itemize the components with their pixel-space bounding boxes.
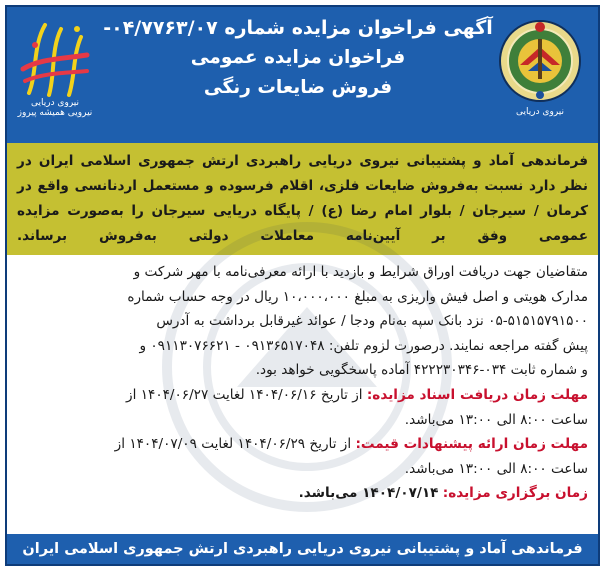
body-line-5: و شماره ثابت ۰۳۴-۴۲۲۲۳۰۳۴۶ آماده پاسخگویی خواهد بود. [255, 362, 588, 379]
bid-deadline-label: مهلت زمان ارائه پیشنهادات قیمت: [355, 436, 588, 453]
document-deadline-hours: ساعت ۸:۰۰ الی ۱۳:۰۰ می‌باشد. [404, 411, 588, 428]
bid-deadline [17, 432, 588, 457]
navy-logo [13, 15, 97, 118]
body-line-1: متقاضیان جهت دریافت اوراق شرایط و بازدید با ارائه معرفی‌نامه با مهر شرکت و [133, 264, 588, 280]
notice-subtitle: فراخوان مزایده عمومی [190, 47, 406, 68]
notice-body [7, 260, 598, 506]
notice-footer: فرماندهی آماد و پشتیبانی نیروی دریایی راهبردی ارتش جمهوری اسلامی ایران [7, 534, 598, 564]
auction-date-label: زمان برگزاری مزایده: [442, 485, 588, 502]
emblem-caption: نیروی دریایی [515, 107, 565, 117]
document-deadline-label: مهلت زمان دریافت اسناد مزایده: [366, 386, 588, 403]
title-block [103, 13, 493, 103]
body-line-3: ۰۵-۵۱۵۱۵۷۹۱۵۰۰ نزد بانک سپه به‌نام ودجا / عوائد غیرقابل برداشت به آدرس [156, 313, 588, 330]
intro-paragraph: فرماندهی آماد و پشتیبانی نیروی دریایی راهبردی ارتش جمهوری اسلامی ایران در نظر دارد نسبت به‌فروش ضایعات فلزی، اقلام فرسوده و مستعمل اردنانسی واقع در کرمان / سیرجان / بلوار امام رضا (ع) / پایگاه دریایی سیرجان را به‌صورت مزایده عمومی وفق بر آیین‌نامه معاملات دولتی به‌فروش برساند. [7, 143, 598, 255]
bid-deadline-hours: ساعت ۸:۰۰ الی ۱۳:۰۰ می‌باشد. [404, 460, 588, 477]
navy-logo-icon [15, 15, 95, 107]
army-emblem [494, 19, 586, 117]
army-emblem-icon [498, 19, 582, 103]
auction-date [17, 481, 588, 506]
notice-subject: فروش ضایعات رنگی [203, 77, 393, 98]
body-line-2: مدارک هویتی و اصل فیش واریزی به مبلغ ۱۰،۰۰۰،۰۰۰ ریال در وجه حساب شماره [127, 288, 588, 305]
document-deadline-dates: از تاریخ ۱۴۰۴/۰۶/۱۶ لغایت ۱۴۰۴/۰۶/۲۷ از [126, 386, 363, 403]
notice-title: آگهی فراخوان مزایده شماره ۰۴/۷۷۶۳/۰۷- [103, 17, 493, 39]
auction-notice [5, 5, 600, 566]
notice-header [7, 7, 598, 143]
logo-caption: نیرویی همیشه پیروز [17, 108, 93, 118]
auction-date-value: ۱۴۰۴/۰۷/۱۴ می‌باشد. [298, 485, 439, 502]
document-deadline [17, 383, 588, 408]
body-line-4: پیش گفته مراجعه نمایند. درصورت لزوم تلفن: ۰۹۱۳۶۵۱۷۰۴۸ - ۰۹۱۱۳۰۷۶۶۲۱ و [139, 337, 588, 354]
navy-logo-text: نیروی دریایی [30, 98, 80, 107]
bid-deadline-dates: از تاریخ ۱۴۰۴/۰۶/۲۹ لغایت ۱۴۰۴/۰۷/۰۹ از [114, 436, 352, 453]
